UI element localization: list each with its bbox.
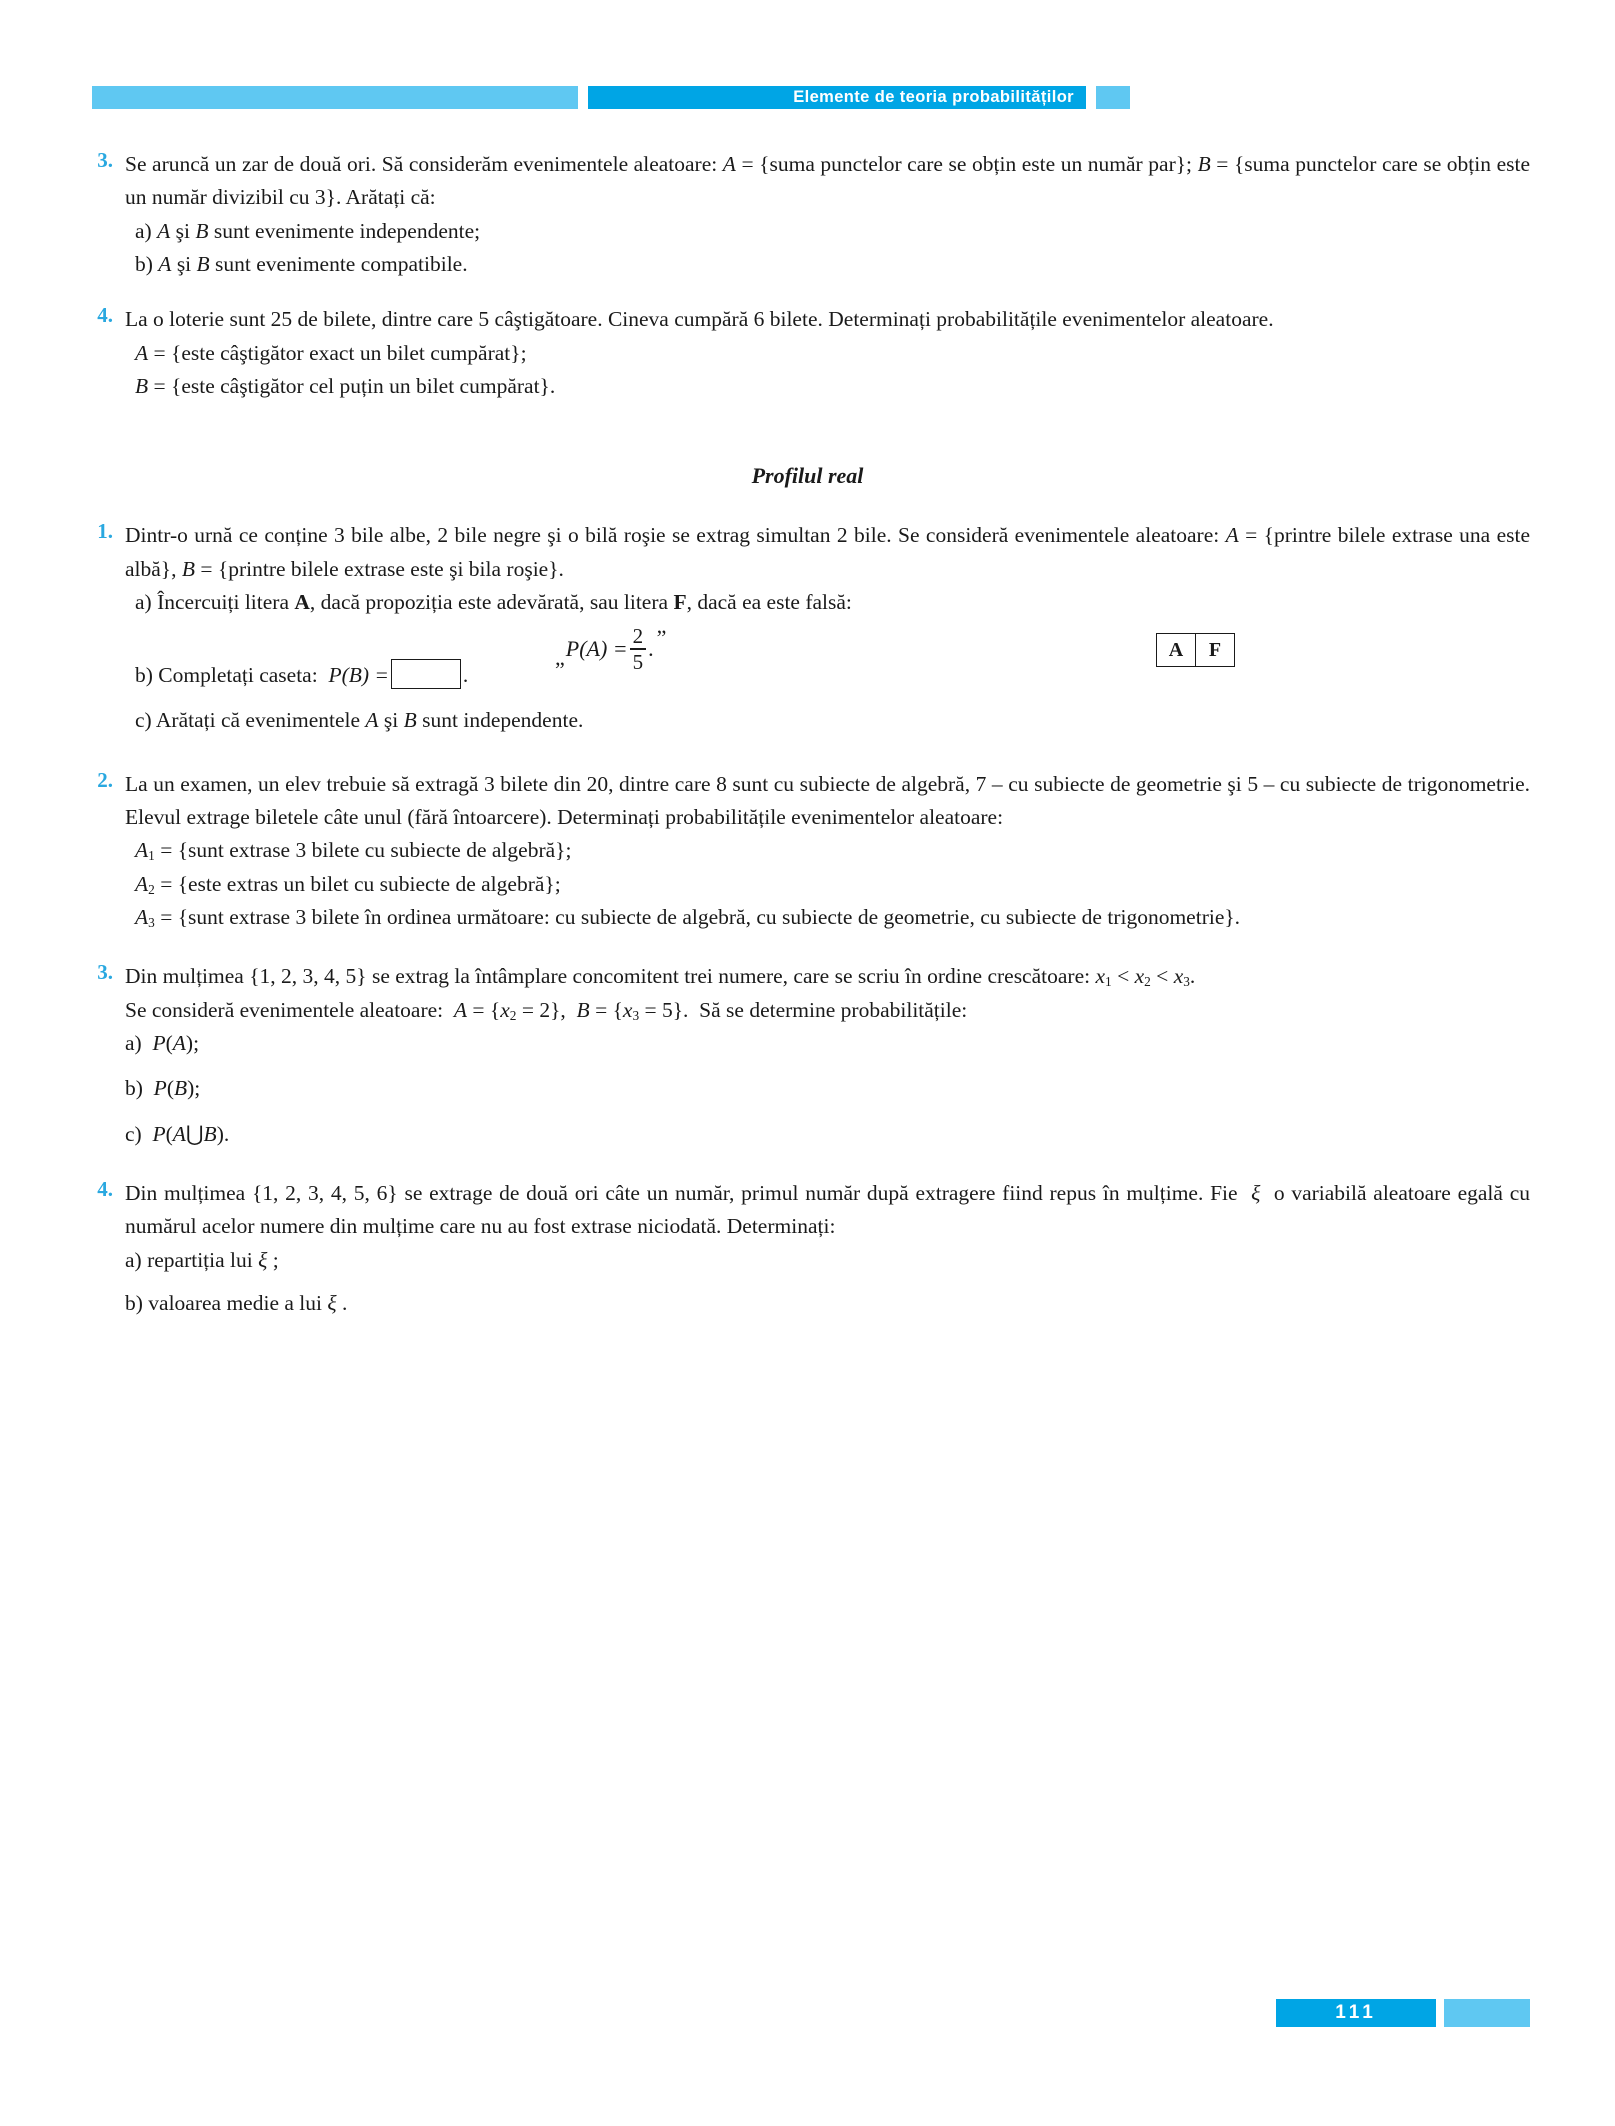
footer-gap	[1436, 1999, 1444, 2027]
page-number-band	[1276, 1999, 1436, 2027]
exercise-real-2	[85, 768, 1530, 935]
exercise-number: 4.	[97, 1176, 113, 1201]
exercise-number: 1.	[97, 519, 113, 544]
page-footer	[0, 1999, 1615, 2027]
exercise-item-a: a) P(A);	[125, 1030, 200, 1055]
exercise-item-b: b) A şi B sunt evenimente compatibile.	[135, 251, 468, 276]
exercise-real-4	[85, 1177, 1530, 1320]
exercise-body: Din mulțimea {1, 2, 3, 4, 5} se extrag la întâmplare concomitent trei numere, care se scriu în ordine crescătoare: $x_1 < x_2 < x_3$.	[125, 964, 1196, 990]
true-false-box[interactable]	[1156, 633, 1235, 667]
exercise-item-B: B = {este câştigător cel puțin un bilet cumpărat}.	[135, 373, 556, 398]
answer-false-cell[interactable]: F	[1195, 634, 1234, 666]
exercise-body: Dintr-o urnă ce conține 3 bile albe, 2 bile negre şi o bilă roşie se extrag simultan 2 bile. Se consideră evenimentele aleatoare: A = {printre bilele extrase una este albă}, B = {printre bilele extrase este şi bila roşie}.	[125, 523, 1530, 581]
probability-formula	[555, 625, 666, 673]
exercise-item-a: a) repartiția lui ξ ;	[125, 1247, 279, 1272]
exercise-body: Din mulțimea {1, 2, 3, 4, 5, 6} se extrage de două ori câte un număr, primul număr după extragere fiind repus în mulțime. Fie ξ o variabilă aleatoare egală cu numărul acelor numere din mulțime care nu au fost extrase niciodată. Determinați:	[125, 1180, 1530, 1239]
answer-true-cell[interactable]: A	[1168, 638, 1184, 661]
exercise-body: La o loterie sunt 25 de bilete, dintre care 5 câştigătoare. Cineva cumpără 6 bilete. Determinați probabilitățile evenimentelor aleatoare.	[125, 307, 1274, 332]
formula-lhs: P(A) =	[565, 635, 628, 661]
exercise-item-A1: $A_1$ = {sunt extrase 3 bilete cu subiecte de algebră};	[135, 838, 572, 864]
header-accent-left	[92, 86, 578, 109]
section-title: Profilul real	[751, 463, 864, 489]
item-b-suffix: .	[462, 663, 469, 688]
page-number: 111	[1335, 2002, 1377, 2023]
fraction	[630, 625, 647, 673]
fraction-numerator: 2	[632, 624, 644, 649]
exercise-number: 4.	[97, 303, 113, 328]
exercise-item-a: a) Încercuiți litera A, dacă propoziția este adevărată, sau litera F, dacă ea este falsă:	[135, 589, 852, 614]
header-gap-2	[1086, 86, 1096, 109]
chapter-title: Elemente de teoria probabilităților	[793, 88, 1074, 107]
header-gap	[578, 86, 588, 109]
item-b-prefix: b) Completați caseta:	[135, 663, 318, 688]
exercise-number: 3.	[97, 960, 113, 985]
footer-accent	[1444, 1999, 1530, 2027]
exercise-item-a: a) A şi B sunt evenimente independente;	[135, 218, 481, 243]
exercise-item-A: A = {este câştigător exact un bilet cumpărat};	[135, 340, 527, 365]
exercise-body: Se aruncă un zar de două ori. Să considerăm evenimentele aleatoare: A = {suma punctelor care se obțin este un număr par}; B = {suma punctelor care se obțin este un număr divizibil cu 3}. Arătați că:	[125, 152, 1530, 210]
item-b-formula: P(B) =	[328, 663, 389, 688]
quote-close: ”	[656, 625, 667, 651]
exercise-body: La un examen, un elev trebuie să extragă 3 bilete din 20, dintre care 8 sunt cu subiecte de algebră, 7 – cu subiecte de geometrie şi 5 – cu subiecte de trigonometrie. Elevul extrage biletele câte unul (fără întoarcere). Determinați probabilitățile evenimentelor aleatoare:	[125, 771, 1530, 830]
page-header	[0, 86, 1615, 109]
fraction-denominator: 5	[632, 649, 644, 674]
exercise-item-A3: $A_3$ = {sunt extrase 3 bilete în ordinea următoare: cu subiecte de algebră, cu subiecte de geometrie, cu subiecte de trigonometrie}.	[135, 905, 1241, 930]
exercise-item-A2: $A_2$ = {este extras un bilet cu subiecte de algebră};	[135, 871, 561, 897]
exercise-item-b: b) P(B);	[125, 1076, 201, 1101]
exercise-body-2: Se consideră evenimentele aleatoare: $A = \{x_2 = 2\}$, $B = \{x_3 = 5\}$. Să se determine probabilitățile:	[125, 997, 968, 1023]
exercise-item-c: c) Arătați că evenimentele A şi B sunt independente.	[135, 708, 584, 733]
header-accent-right	[1096, 86, 1130, 109]
exercise-item-b: b) valoarea medie a lui ξ .	[125, 1290, 348, 1315]
exercise-real-1	[85, 519, 1530, 738]
exercise-number: 3.	[97, 148, 113, 172]
page-content	[85, 148, 1530, 1320]
exercise-top-3	[85, 148, 1530, 281]
header-title-band	[588, 86, 1086, 109]
exercise-item-c: c) P(A⋃B).	[125, 1121, 230, 1146]
quote-open: „	[555, 644, 565, 670]
formula-and-answer-row	[125, 619, 1530, 693]
exercise-top-4	[85, 303, 1530, 403]
formula-period: .	[648, 635, 654, 661]
exercise-number: 2.	[97, 767, 113, 792]
exercise-real-3	[85, 960, 1530, 1151]
